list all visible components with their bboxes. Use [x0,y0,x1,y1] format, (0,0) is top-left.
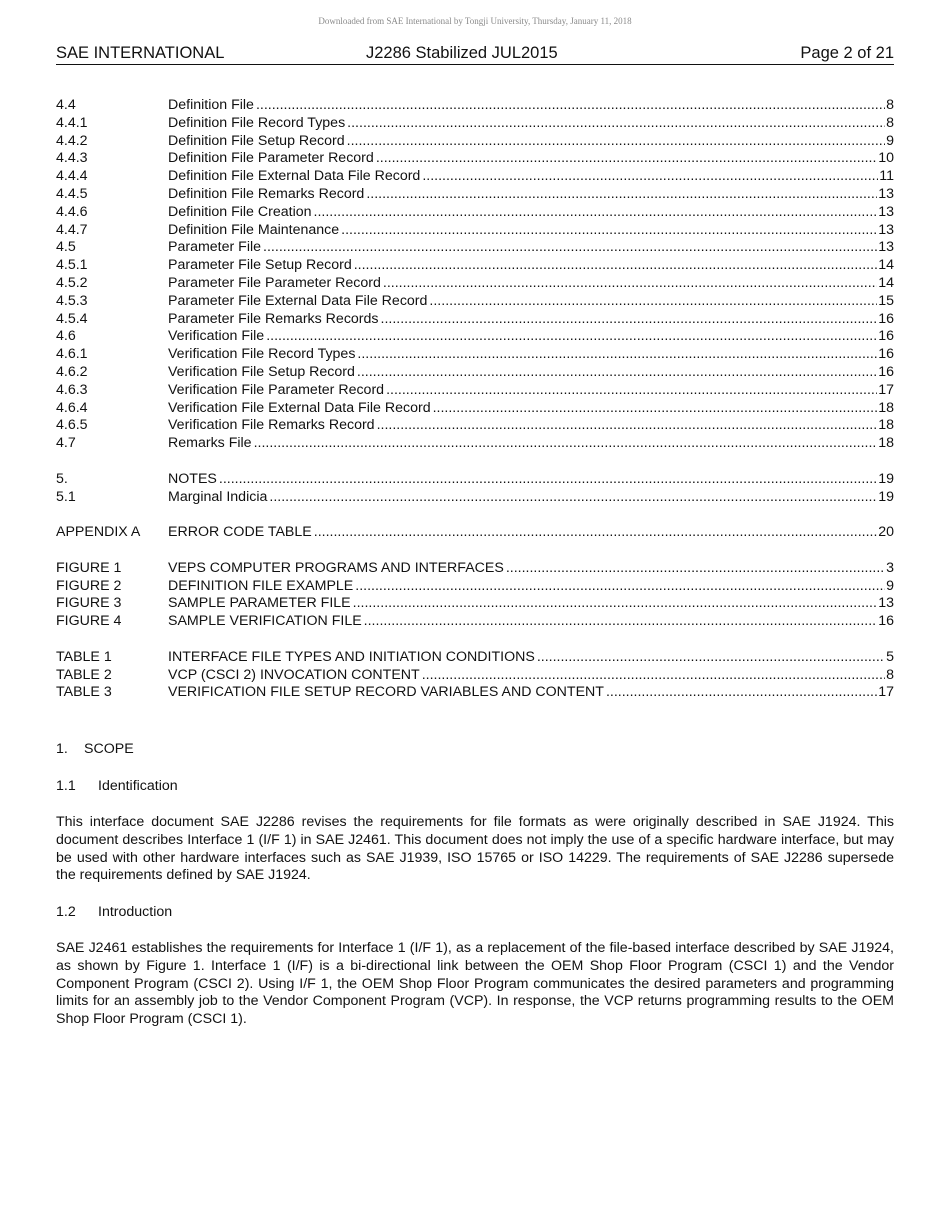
toc-entry-page: 16 [878,328,894,345]
toc-entry[interactable] [56,417,894,435]
toc-entry[interactable] [56,435,894,453]
toc-entry-page: 19 [878,488,894,505]
toc-leader-dots [252,435,878,453]
toc-entry-page: 20 [878,524,894,541]
toc-leader-dots [353,578,885,596]
toc-entry-number: 4.4.1 [56,114,88,131]
toc-entry-number: 4.7 [56,435,76,452]
toc-leader-dots [604,684,877,702]
toc-entry-title: SAMPLE VERIFICATION FILE [168,613,362,630]
toc-entry[interactable] [56,293,894,311]
toc-entry-page: 13 [878,595,894,612]
toc-entry[interactable] [56,97,894,115]
toc-leader-dots [217,471,877,489]
toc-entry-number: 4.4.6 [56,203,88,220]
toc-leader-dots [362,613,878,631]
toc-entry-number: 4.4.2 [56,132,88,149]
page-header [56,44,894,65]
toc-leader-dots [264,328,877,346]
toc-entry-title: Definition File Parameter Record [168,150,374,167]
toc-entry-number: FIGURE 2 [56,577,122,594]
toc-leader-dots [364,186,877,204]
toc-entry-number: 4.6.2 [56,363,88,380]
toc-leader-dots [339,222,877,240]
toc-entry-number: 4.4.5 [56,185,88,202]
toc-entry[interactable] [56,649,894,667]
introduction-paragraph: SAE J2461 establishes the requirements for Interface 1 (I/F 1), as a replacement of the file-based interface described by SAE J1924, as shown by Figure 1. Interface 1 (I/F) is a bi-directional link between the OEM Shop Floor Program (CSCI 1) and the Vendor Component Program (CSCI 2). Using I/F 1, the OEM Shop Floor Program communicates the desired parameters and programming limits for an assembly job to the Vendor Component Program (VCP). In response, the VCP returns programming results to the OEM Shop Floor Program (CSCI 1). [56,940,894,1028]
toc-entry-number: TABLE 1 [56,648,112,665]
toc-entry[interactable] [56,115,894,133]
section-number: 1.2 [56,904,76,920]
toc-entry[interactable] [56,364,894,382]
toc-entry-number: FIGURE 3 [56,595,122,612]
toc-leader-dots [351,595,878,613]
toc-leader-dots [355,346,877,364]
toc-entry-number: 4.6.4 [56,399,88,416]
toc-entry-title: Definition File Record Types [168,114,346,131]
toc-entry[interactable] [56,578,894,596]
toc-leader-dots [420,168,878,186]
identification-paragraph: This interface document SAE J2286 revises the requirements for file formats as were originally described in SAE J1924. This document describes Interface 1 (I/F 1) in SAE J2461. This document does not imply the use of a specific hardware interface, but may be used with other hardware interfaces such as SAE J1939, ISO 15765 or ISO 14229. The requirements of SAE J2286 supersede the requirements defined by SAE J1924. [56,814,894,884]
toc-entry-number: 4.6 [56,328,76,345]
toc-entry-page: 8 [886,666,894,683]
toc-entry-number: 4.5.2 [56,274,88,291]
toc-entry-number: 4.5 [56,239,76,256]
toc-entry-title: NOTES [168,470,217,487]
toc-entry[interactable] [56,524,894,542]
toc-entry[interactable] [56,222,894,240]
toc-entry[interactable] [56,346,894,364]
section-title: Identification [98,778,178,794]
toc-entry-number: TABLE 2 [56,666,112,683]
toc-entry-page: 8 [886,97,894,113]
toc-leader-dots [345,115,885,133]
toc-entry-page: 18 [878,417,894,434]
toc-entry-page: 17 [878,684,894,701]
toc-entry[interactable] [56,400,894,418]
toc-entry-title: Marginal Indicia [168,488,268,505]
toc-leader-dots [427,293,877,311]
toc-entry-title: Definition File Remarks Record [168,185,365,202]
toc-entry-number: 4.6.3 [56,381,88,398]
section-identification-heading [56,778,178,794]
toc-entry-number: 4.4.3 [56,150,88,167]
toc-entry-page: 5 [886,648,894,665]
toc-entry-number: 4.6.1 [56,346,88,363]
toc-entry-title: VERIFICATION FILE SETUP RECORD VARIABLES AND CONTENT [168,684,604,701]
toc-entry[interactable] [56,311,894,329]
toc-entry-number: 4.6.5 [56,417,88,434]
header-document-id: J2286 Stabilized JUL2015 [366,44,558,62]
toc-entry-title: Verification File Parameter Record [168,381,385,398]
toc-entry-title: Definition File Setup Record [168,132,345,149]
toc-spacer [56,506,894,524]
header-organization: SAE INTERNATIONAL [56,44,225,62]
toc-entry-number: 4.5.4 [56,310,88,327]
toc-entry-page: 15 [878,292,894,309]
toc-entry-title: Definition File [168,97,254,113]
toc-entry-title: Definition File Maintenance [168,221,340,238]
toc-entry-number: FIGURE 4 [56,613,122,630]
toc-entry-page: 17 [878,381,894,398]
toc-leader-dots [379,311,878,329]
toc-entry[interactable] [56,168,894,186]
toc-entry[interactable] [56,150,894,168]
toc-entry-number: 4.4 [56,97,76,113]
toc-entry-page: 10 [878,150,894,167]
toc-entry[interactable] [56,489,894,507]
toc-entry[interactable] [56,204,894,222]
toc-leader-dots [345,133,885,151]
section-title: SCOPE [84,741,134,757]
toc-entry-title: Parameter File [168,239,262,256]
section-introduction-heading [56,904,172,920]
section-scope-heading [56,741,134,757]
toc-entry-title: Verification File Record Types [168,346,356,363]
header-page-number: Page 2 of 21 [800,44,894,62]
toc-entry-page: 13 [878,221,894,238]
toc-entry-page: 13 [878,239,894,256]
toc-leader-dots [312,204,878,222]
toc-entry-title: Verification File External Data File Record [168,399,431,416]
toc-entry-number: 5. [56,470,68,487]
toc-leader-dots [355,364,877,382]
toc-entry[interactable] [56,328,894,346]
toc-entry-number: APPENDIX A [56,524,141,541]
toc-entry-page: 8 [886,114,894,131]
toc-entry-number: 5.1 [56,488,76,505]
toc-entry[interactable] [56,684,894,702]
toc-entry-number: 4.4.4 [56,168,88,185]
toc-entry-page: 14 [878,257,894,274]
toc-entry[interactable] [56,382,894,400]
toc-entry-title: Parameter File Parameter Record [168,274,381,291]
toc-spacer [56,453,894,471]
section-title: Introduction [98,904,173,920]
toc-entry-page: 3 [886,559,894,576]
toc-entry-title: Definition File External Data File Record [168,168,421,185]
toc-entry[interactable] [56,613,894,631]
toc-entry-page: 13 [878,185,894,202]
toc-leader-dots [261,239,877,257]
toc-entry-title: Parameter File External Data File Record [168,292,428,309]
toc-leader-dots [420,667,885,685]
toc-entry-title: Definition File Creation [168,203,312,220]
toc-entry-title: Remarks File [168,435,252,452]
toc-entry-page: 19 [878,470,894,487]
table-of-contents [56,97,894,702]
toc-leader-dots [431,400,878,418]
section-number: 1.1 [56,778,76,794]
toc-leader-dots [267,489,877,507]
toc-entry[interactable] [56,471,894,489]
toc-entry-page: 18 [878,399,894,416]
toc-entry-number: 4.5.1 [56,257,88,274]
toc-leader-dots [375,417,878,435]
toc-entry-page: 11 [879,168,894,185]
toc-entry[interactable] [56,239,894,257]
toc-entry-title: DEFINITION FILE EXAMPLE [168,577,354,594]
toc-entry-title: ERROR CODE TABLE [168,524,312,541]
toc-entry-page: 18 [878,435,894,452]
toc-entry[interactable] [56,186,894,204]
toc-entry-title: SAMPLE PARAMETER FILE [168,595,351,612]
toc-entry-title: VCP (CSCI 2) INVOCATION CONTENT [168,666,420,683]
toc-entry-number: FIGURE 1 [56,559,122,576]
toc-entry-title: Verification File Remarks Record [168,417,375,434]
toc-entry-title: VEPS COMPUTER PROGRAMS AND INTERFACES [168,559,504,576]
toc-entry-page: 16 [878,363,894,380]
toc-entry-page: 16 [878,613,894,630]
toc-entry[interactable] [56,667,894,685]
toc-entry-title: Parameter File Remarks Records [168,310,379,327]
toc-entry-page: 9 [886,577,894,594]
toc-entry-number: 4.4.7 [56,221,88,238]
section-number: 1. [56,741,68,757]
toc-leader-dots [504,560,885,578]
toc-leader-dots [254,97,885,115]
toc-entry-page: 9 [886,132,894,149]
toc-spacer [56,631,894,649]
toc-leader-dots [384,382,877,400]
toc-entry[interactable] [56,275,894,293]
download-watermark: Downloaded from SAE International by Tongji University, Thursday, January 11, 2018 [318,16,632,26]
toc-entry-number: TABLE 3 [56,684,112,701]
toc-entry-page: 13 [878,203,894,220]
toc-leader-dots [352,257,877,275]
toc-leader-dots [374,150,877,168]
toc-leader-dots [312,524,877,542]
toc-leader-dots [381,275,877,293]
toc-entry[interactable] [56,257,894,275]
toc-entry-number: 4.5.3 [56,292,88,309]
toc-entry-title: Verification File Setup Record [168,363,355,380]
toc-entry[interactable] [56,560,894,578]
toc-entry[interactable] [56,595,894,613]
toc-spacer [56,542,894,560]
toc-entry-title: Verification File [168,328,265,345]
toc-entry-page: 14 [878,274,894,291]
toc-entry-page: 16 [878,310,894,327]
toc-entry-page: 16 [878,346,894,363]
toc-leader-dots [535,649,885,667]
toc-entry[interactable] [56,133,894,151]
toc-entry-title: INTERFACE FILE TYPES AND INITIATION CONDITIONS [168,648,535,665]
toc-entry-title: Parameter File Setup Record [168,257,352,274]
